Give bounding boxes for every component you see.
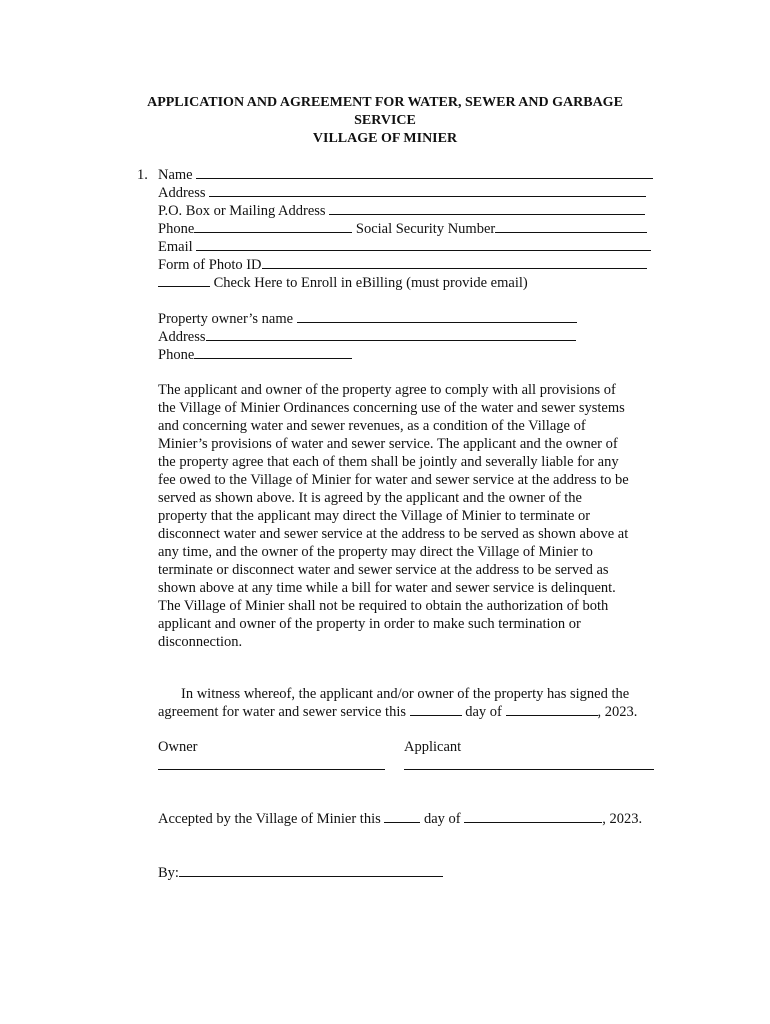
witness-prefix: agreement for water and sewer service this — [158, 704, 406, 720]
agreement-line: served as shown above. It is agreed by the applicant and the owner of the — [158, 490, 582, 506]
agreement-line: The applicant and owner of the property agree to comply with all provisions of — [158, 382, 616, 398]
by-label: By: — [158, 865, 179, 881]
witness-line-2 — [158, 703, 637, 721]
owner-name-label: Property owner’s name — [158, 311, 294, 327]
owner-address-label: Address — [158, 329, 206, 345]
name-label: Name — [158, 167, 193, 183]
witness-year: , 2023. — [597, 704, 638, 720]
owner-phone-row — [158, 346, 352, 364]
acceptance-row — [158, 810, 642, 828]
witness-day-field[interactable] — [410, 703, 462, 716]
address-row — [158, 184, 646, 202]
owner-name-field[interactable] — [297, 310, 577, 323]
agreement-line: and concerning water and sewer revenues, as a condition of the Village of — [158, 418, 586, 434]
by-row — [158, 864, 443, 882]
owner-address-row — [158, 328, 576, 346]
owner-name-row — [158, 310, 577, 328]
agreement-line: disconnection. — [158, 634, 243, 650]
photo-id-field[interactable] — [262, 256, 647, 269]
phone-ssn-row — [158, 220, 647, 238]
agreement-line: the Village of Minier Ordinances concerning use of the water and sewer systems — [158, 400, 625, 416]
agreement-line: property that the applicant may direct the Village of Minier to terminate or — [158, 508, 591, 524]
agreement-line: Minier’s provisions of water and sewer service. The applicant and the owner of — [158, 436, 618, 452]
owner-signature-label: Owner — [158, 739, 198, 755]
ssn-label: Social Security Number — [355, 221, 496, 237]
address-label: Address — [158, 185, 206, 201]
po-box-field[interactable] — [329, 202, 645, 215]
address-field[interactable] — [209, 184, 646, 197]
email-field[interactable] — [196, 238, 651, 251]
witness-day-of: day of — [465, 704, 502, 720]
applicant-signature-line[interactable] — [404, 769, 654, 770]
po-box-label: P.O. Box or Mailing Address — [158, 203, 326, 219]
name-field[interactable] — [196, 166, 653, 179]
agreement-line: disconnect water and sewer service at the address to be served as shown above at — [158, 526, 629, 542]
owner-address-field[interactable] — [206, 328, 576, 341]
applicant-signature-label: Applicant — [404, 739, 462, 755]
acceptance-day-of: day of — [424, 811, 461, 827]
section-number: 1. — [137, 167, 148, 183]
title-line-1: APPLICATION AND AGREEMENT FOR WATER, SEWER AND GARBAGE — [147, 95, 623, 110]
acceptance-prefix: Accepted by the Village of Minier this — [158, 811, 381, 827]
agreement-line: terminate or disconnect water and sewer service at the address to be served as — [158, 562, 609, 578]
phone-label: Phone — [158, 221, 195, 237]
agreement-paragraph — [158, 381, 660, 651]
title-line-3: VILLAGE OF MINIER — [312, 131, 458, 146]
email-label: Email — [158, 239, 193, 255]
agreement-line: fee owed to the Village of Minier for water and sewer service at the address to be — [158, 472, 629, 488]
ebilling-checkbox-line[interactable] — [158, 274, 210, 287]
agreement-line: The Village of Minier shall not be required to obtain the authorization of both — [158, 598, 609, 614]
photo-id-row — [158, 256, 647, 274]
ssn-field[interactable] — [495, 220, 647, 233]
owner-signature-line[interactable] — [158, 769, 385, 770]
title-line-2: SERVICE — [354, 113, 416, 128]
acceptance-month-field[interactable] — [464, 810, 602, 823]
agreement-line: any time, and the owner of the property may direct the Village of Minier to — [158, 544, 593, 560]
owner-phone-field[interactable] — [194, 346, 352, 359]
agreement-line: shown above at any time while a bill for water and sewer service is delinquent. — [158, 580, 616, 596]
phone-field[interactable] — [194, 220, 352, 233]
acceptance-day-field[interactable] — [384, 810, 420, 823]
ebilling-row — [158, 274, 528, 292]
ebilling-label: Check Here to Enroll in eBilling (must provide email) — [213, 275, 528, 291]
agreement-line: the property agree that each of them shall be jointly and severally liable for any — [158, 454, 619, 470]
photo-id-label: Form of Photo ID — [158, 257, 262, 273]
agreement-line: applicant and owner of the property in order to make such termination or — [158, 616, 581, 632]
owner-phone-label: Phone — [158, 347, 195, 363]
witness-line-1: In witness whereof, the applicant and/or owner of the property has signed the — [181, 686, 630, 702]
email-row — [158, 238, 651, 256]
acceptance-year: , 2023. — [602, 811, 643, 827]
by-signature-field[interactable] — [179, 864, 443, 877]
name-row — [158, 166, 653, 184]
po-box-row — [158, 202, 645, 220]
witness-month-field[interactable] — [506, 703, 598, 716]
